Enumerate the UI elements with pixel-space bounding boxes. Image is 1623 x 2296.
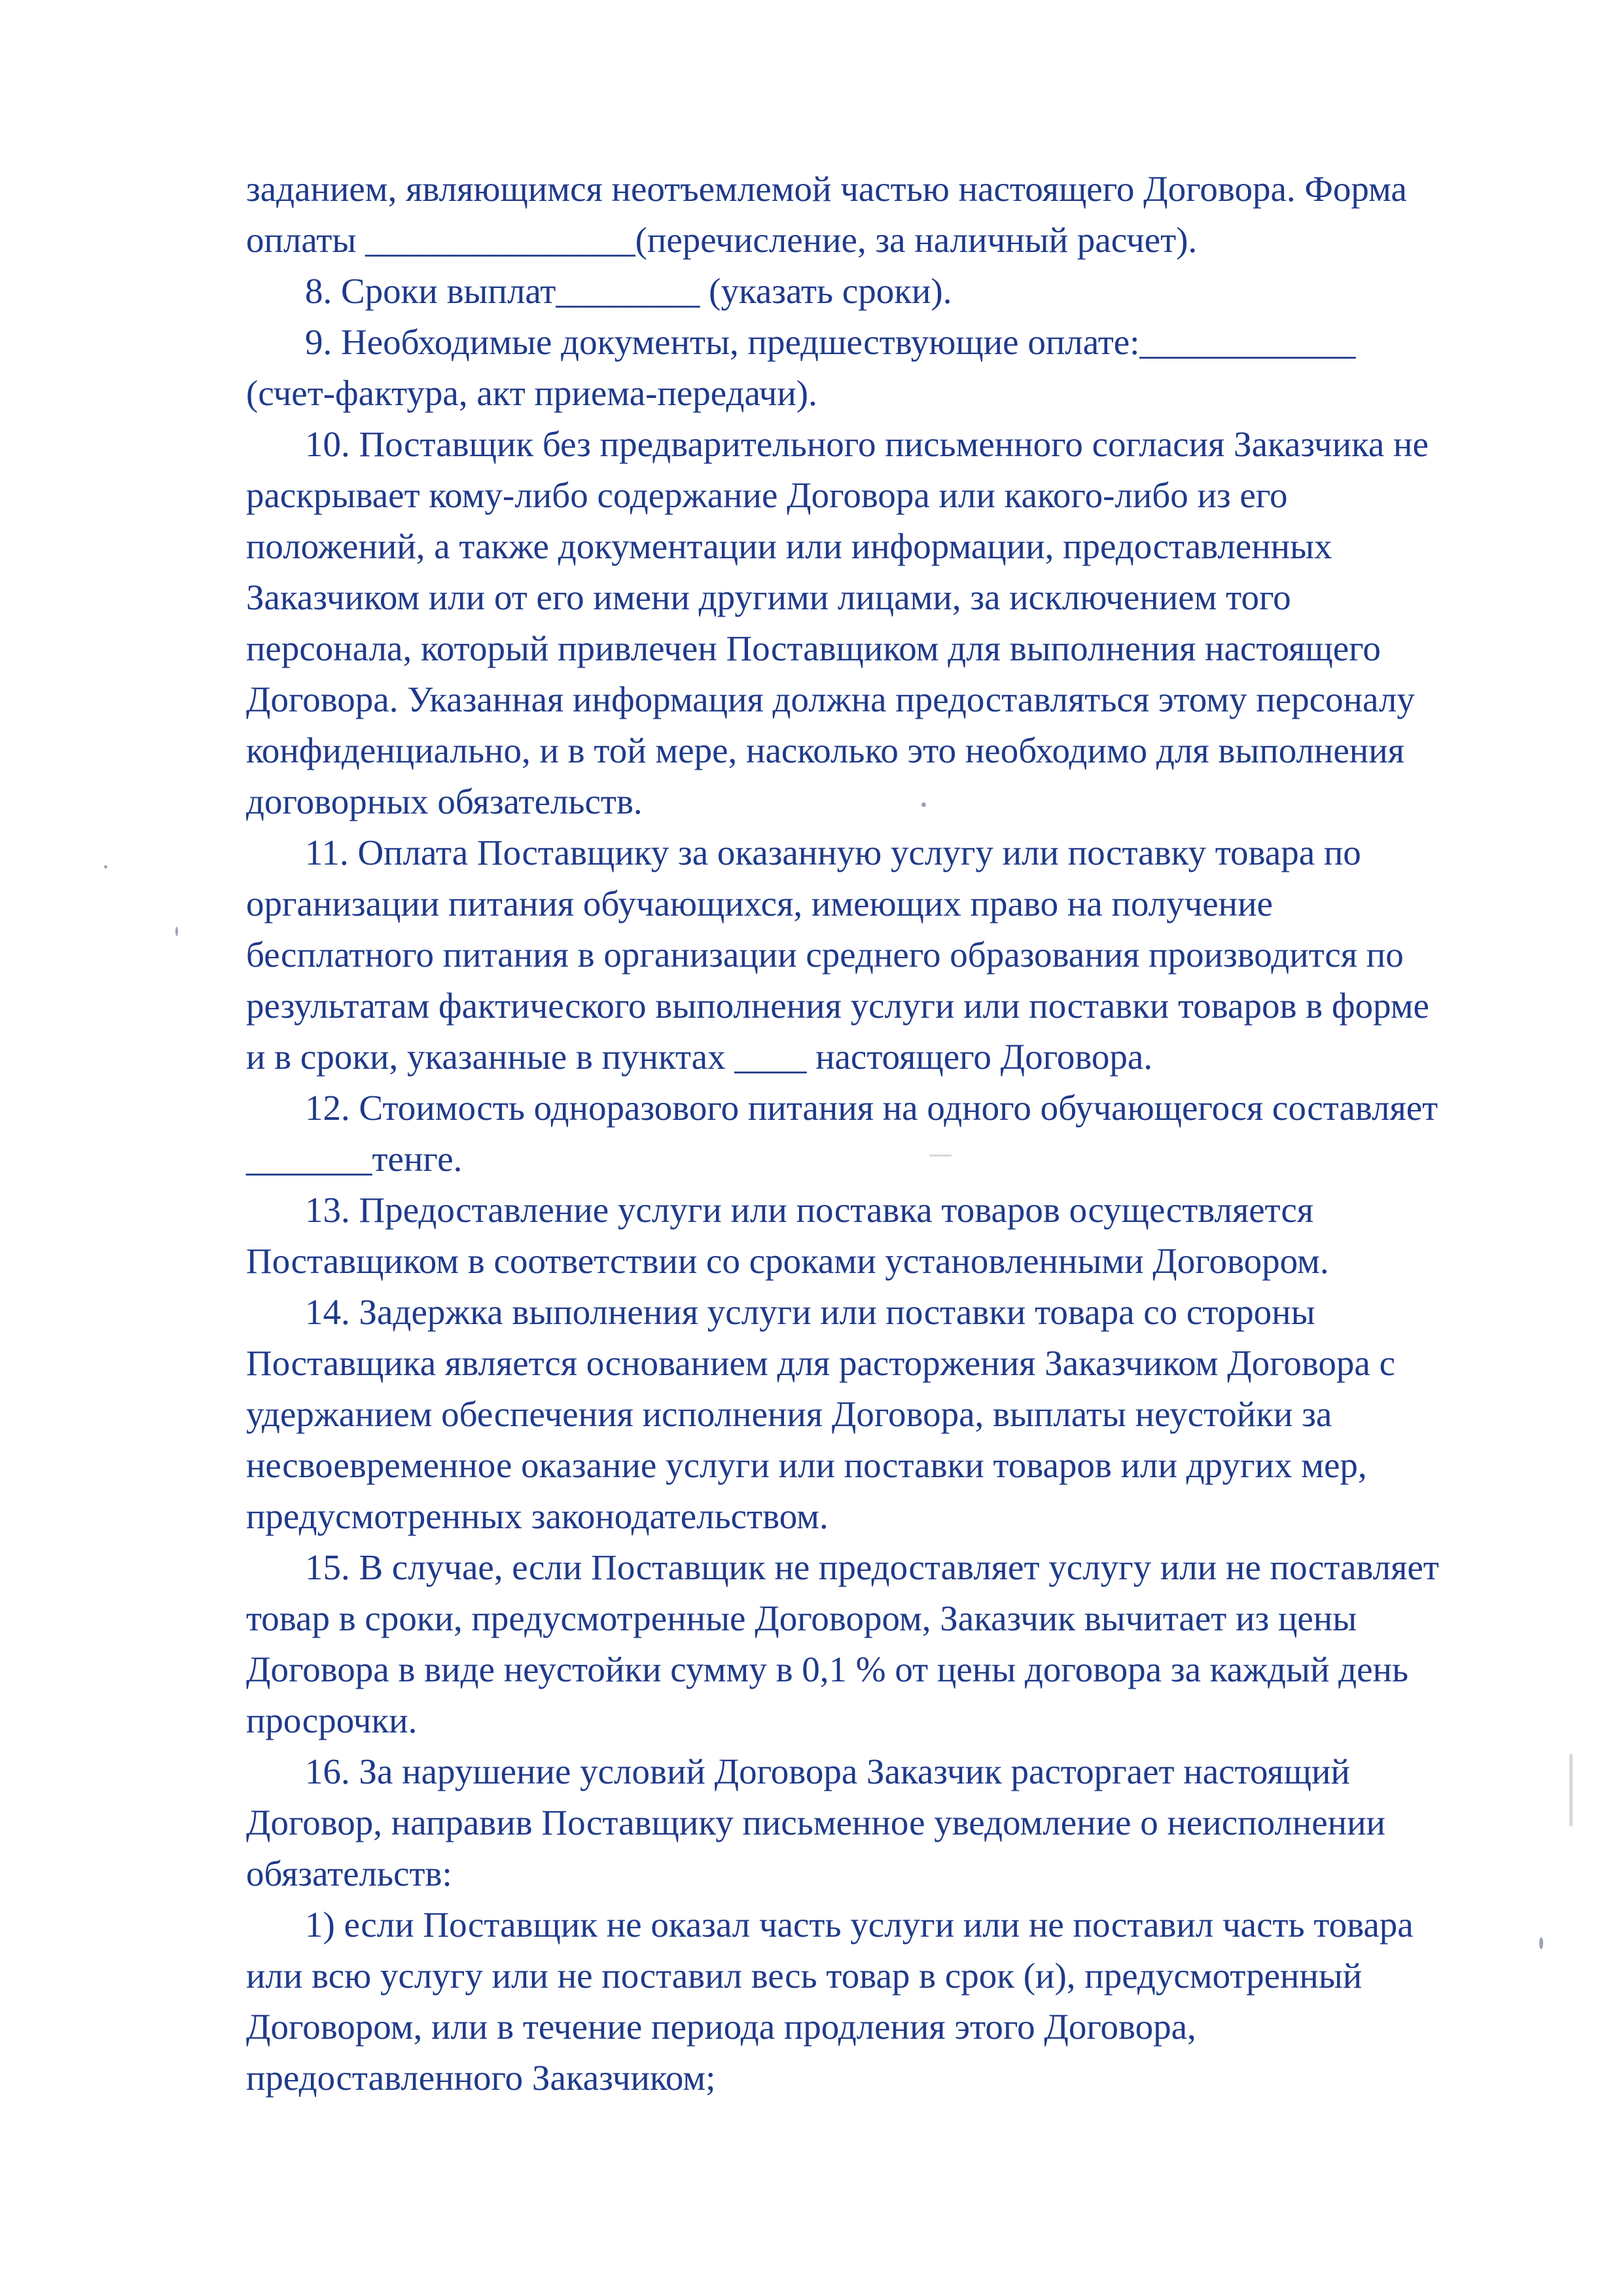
text-line: заданием, являющимся неотъемлемой частью настоящего Договора. Форма bbox=[246, 169, 1407, 209]
text-line: (счет-фактура, акт приема-передачи). bbox=[246, 373, 817, 413]
text-line: Договором, или в течение периода продления этого Договора, bbox=[246, 2007, 1196, 2047]
scan-speck bbox=[175, 927, 178, 936]
scan-smudge bbox=[929, 1155, 952, 1157]
text-line: персонала, который привлечен Поставщиком для выполнения настоящего bbox=[246, 628, 1381, 668]
text-line: просрочки. bbox=[246, 1700, 418, 1740]
text-line: Поставщика является основанием для расторжения Заказчиком Договора с bbox=[246, 1343, 1395, 1383]
text-line: предоставленного Заказчиком; bbox=[246, 2058, 716, 2098]
clause-8-line: 8. Сроки выплат________ (указать сроки). bbox=[305, 271, 952, 311]
text-line: Договора в виде неустойки сумму в 0,1 % от цены договора за каждый день bbox=[246, 1649, 1409, 1689]
text-line: организации питания обучающихся, имеющих право на получение bbox=[246, 884, 1273, 924]
text-line: или всю услугу или не поставил весь товар в срок (и), предусмотренный bbox=[246, 1956, 1363, 1996]
clause-11-line: 11. Оплата Поставщику за оказанную услугу или поставку товара по bbox=[305, 833, 1361, 872]
text-line: _______тенге. bbox=[246, 1139, 463, 1179]
clause-12-line: 12. Стоимость одноразового питания на одного обучающегося составляет bbox=[305, 1088, 1438, 1128]
text-line: результатам фактического выполнения услуги или поставки товаров в форме bbox=[246, 986, 1429, 1026]
text-line: предусмотренных законодательством. bbox=[246, 1496, 829, 1536]
subclause-1-line: 1) если Поставщик не оказал часть услуги или не поставил часть товара bbox=[305, 1905, 1414, 1945]
scan-speck bbox=[1539, 1937, 1543, 1949]
scan-speck bbox=[921, 802, 926, 807]
text-line: Договор, направив Поставщику письменное уведомление о неисполнении bbox=[246, 1803, 1385, 1842]
text-line: товар в сроки, предусмотренные Договором, Заказчик вычитает из цены bbox=[246, 1598, 1357, 1638]
text-line: и в сроки, указанные в пунктах ____ настоящего Договора. bbox=[246, 1037, 1153, 1077]
scan-smudge bbox=[1569, 1754, 1573, 1826]
text-line: положений, а также документации или информации, предоставленных bbox=[246, 526, 1332, 566]
clause-14-line: 14. Задержка выполнения услуги или поставки товара со стороны bbox=[305, 1292, 1315, 1332]
clause-15-line: 15. В случае, если Поставщик не предоставляет услугу или не поставляет bbox=[305, 1547, 1439, 1587]
text-line: обязательств: bbox=[246, 1854, 452, 1893]
text-line: бесплатного питания в организации среднего образования производится по bbox=[246, 935, 1404, 975]
text-line: раскрывает кому-либо содержание Договора или какого-либо из его bbox=[246, 475, 1288, 515]
clause-10-line: 10. Поставщик без предварительного письменного согласия Заказчика не bbox=[305, 424, 1429, 464]
text-line: конфиденциально, и в той мере, насколько это необходимо для выполнения bbox=[246, 730, 1404, 770]
clause-16-line: 16. За нарушение условий Договора Заказчик расторгает настоящий bbox=[305, 1751, 1350, 1791]
text-line: несвоевременное оказание услуги или поставки товаров или других мер, bbox=[246, 1445, 1367, 1485]
text-line: договорных обязательств. bbox=[246, 781, 643, 821]
text-line: удержанием обеспечения исполнения Договора, выплаты неустойки за bbox=[246, 1394, 1332, 1434]
text-line: оплаты _______________(перечисление, за наличный расчет). bbox=[246, 220, 1198, 260]
text-line: Договора. Указанная информация должна предоставляться этому персоналу bbox=[246, 679, 1415, 719]
text-line: Заказчиком или от его имени другими лицами, за исключением того bbox=[246, 577, 1291, 617]
clause-13-line: 13. Предоставление услуги или поставка товаров осуществляется bbox=[305, 1190, 1314, 1230]
clause-9-line: 9. Необходимые документы, предшествующие оплате:____________ bbox=[305, 322, 1356, 362]
contract-page-body bbox=[246, 164, 1522, 2104]
scan-speck bbox=[104, 865, 107, 869]
text-line: Поставщиком в соответствии со сроками установленными Договором. bbox=[246, 1241, 1329, 1281]
